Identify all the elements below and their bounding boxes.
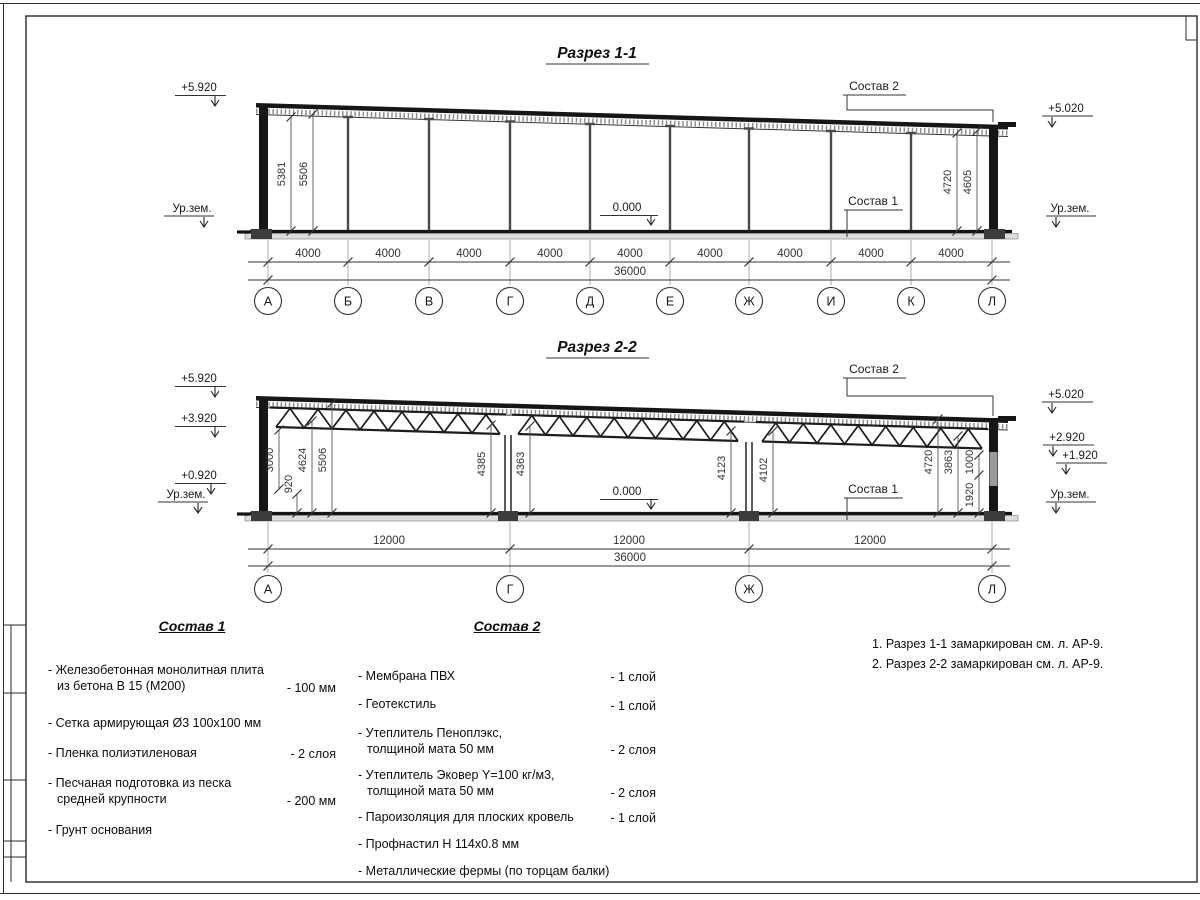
svg-text:4102: 4102 xyxy=(758,457,770,483)
dim-chain-s1 xyxy=(248,240,1010,285)
svg-text:А: А xyxy=(263,294,273,309)
list-item: - Песчаная подготовка из песка средней крупности - 200 мм xyxy=(48,776,336,808)
elev-ground-left-2: Ур.зем. xyxy=(166,489,206,501)
svg-text:Б: Б xyxy=(343,294,353,309)
list-item: - Грунт основания xyxy=(48,822,153,837)
wall-insert xyxy=(990,452,998,486)
svg-text:4000: 4000 xyxy=(617,248,643,260)
dim-4605: 4605 xyxy=(962,169,974,195)
total-dim-s1: 36000 xyxy=(614,266,646,278)
svg-text:4123: 4123 xyxy=(716,455,728,481)
svg-text:4000: 4000 xyxy=(375,248,401,260)
svg-text:В: В xyxy=(424,294,434,309)
section-2-title: Разрез 2-2 xyxy=(557,339,637,356)
svg-text:4000: 4000 xyxy=(537,248,563,260)
svg-text:1920: 1920 xyxy=(964,482,976,508)
list-item: - Утеплитель Эковер Y=100 кг/м3, толщиной мата 50 мм - 2 слоя xyxy=(358,768,656,800)
sostav-1-list xyxy=(48,618,336,838)
svg-text:12000: 12000 xyxy=(373,535,405,547)
zero-level-mark-2 xyxy=(600,486,658,509)
elev-ground-right: Ур.зем. xyxy=(1050,203,1090,215)
svg-text:+1.920: +1.920 xyxy=(1062,450,1098,462)
list-item: - Пароизоляция для плоских кровель - 1 слой xyxy=(358,809,656,825)
svg-text:+5.020: +5.020 xyxy=(1048,389,1084,401)
floor-slab xyxy=(245,234,1018,240)
svg-text:4000: 4000 xyxy=(938,248,964,260)
svg-text:Е: Е xyxy=(665,294,675,309)
svg-text:4000: 4000 xyxy=(697,248,723,260)
svg-text:Состав 2: Состав 2 xyxy=(849,79,899,93)
zero-level-mark xyxy=(600,202,658,225)
sostav-2-list xyxy=(358,618,656,879)
dim-5506: 5506 xyxy=(298,161,310,187)
svg-text:5506: 5506 xyxy=(317,447,329,473)
svg-text:Г: Г xyxy=(506,582,514,597)
svg-text:0.000: 0.000 xyxy=(612,202,642,214)
svg-text:3000: 3000 xyxy=(264,447,276,473)
list-item: - Сетка армирующая Ø3 100х100 мм xyxy=(48,715,262,730)
end-column-right xyxy=(989,127,998,233)
svg-text:Состав 1: Состав 1 xyxy=(848,194,898,208)
svg-text:0.000: 0.000 xyxy=(612,486,642,498)
svg-text:+2.920: +2.920 xyxy=(1049,432,1085,444)
svg-text:И: И xyxy=(826,294,836,309)
roof-edge-2 xyxy=(998,416,1016,421)
dim-5381: 5381 xyxy=(276,161,288,187)
section-1-title: Разрез 1-1 xyxy=(557,45,637,62)
sostav-1-heading: Состав 1 xyxy=(158,618,226,634)
elev-5920: +5.920 xyxy=(181,82,217,94)
svg-text:Л: Л xyxy=(987,294,997,309)
svg-text:4000: 4000 xyxy=(295,248,321,260)
svg-text:Ж: Ж xyxy=(743,294,755,309)
svg-text:12000: 12000 xyxy=(854,535,886,547)
callout-sostav2-s1 xyxy=(843,79,993,122)
end-column-left xyxy=(259,106,268,233)
svg-text:Г: Г xyxy=(506,294,514,309)
notes-block xyxy=(872,634,1103,674)
elev-ground-left: Ур.зем. xyxy=(172,203,212,215)
svg-text:4385: 4385 xyxy=(476,451,488,477)
callout-sostav2-s2 xyxy=(843,362,993,416)
list-item: - Профнастил Н 114х0.8 мм xyxy=(358,836,520,851)
sostav-2-heading: Состав 2 xyxy=(473,618,541,634)
svg-text:Состав 1: Состав 1 xyxy=(848,482,898,496)
frame-stamp-boxes xyxy=(4,625,27,882)
list-item: - Пленка полиэтиленовая - 2 слоя xyxy=(48,745,336,761)
frame-corner-box xyxy=(1186,16,1197,40)
svg-text:920: 920 xyxy=(283,474,295,494)
axis-bubbles-s1 xyxy=(255,288,1006,315)
svg-text:Д: Д xyxy=(585,294,595,309)
svg-text:+5.920: +5.920 xyxy=(181,373,217,385)
total-dim-s2: 36000 xyxy=(614,552,646,564)
svg-text:Л: Л xyxy=(987,582,997,597)
svg-text:А: А xyxy=(263,582,273,597)
svg-text:+3.920: +3.920 xyxy=(181,413,217,425)
svg-text:4624: 4624 xyxy=(297,447,309,473)
elev-ground-right-2: Ур.зем. xyxy=(1050,489,1090,501)
svg-text:12000: 12000 xyxy=(613,535,645,547)
section-1-1 xyxy=(164,45,1096,315)
elev-5020: +5.020 xyxy=(1048,103,1084,115)
svg-text:Состав 2: Состав 2 xyxy=(849,362,899,376)
interior-columns-2 xyxy=(505,435,752,520)
svg-text:4000: 4000 xyxy=(777,248,803,260)
svg-text:4363: 4363 xyxy=(515,451,527,477)
floor-slab-2 xyxy=(245,516,1018,522)
section-2-2 xyxy=(158,339,1107,603)
svg-text:3863: 3863 xyxy=(943,449,955,475)
list-item: - Мембрана ПВХ - 1 слой xyxy=(358,669,656,685)
dim-4720: 4720 xyxy=(942,169,954,195)
note-line: 1. Разрез 1-1 замаркирован см. л. АР-9. xyxy=(872,637,1104,651)
dim-chain-s2 xyxy=(248,522,1010,573)
svg-text:К: К xyxy=(907,294,915,309)
list-item: - Утеплитель Пеноплэкс, толщиной мата 50 мм - 2 слоя xyxy=(358,725,656,757)
svg-text:4000: 4000 xyxy=(456,248,482,260)
svg-text:+0.920: +0.920 xyxy=(181,470,217,482)
svg-text:4720: 4720 xyxy=(923,449,935,475)
svg-text:1000: 1000 xyxy=(964,449,976,475)
svg-text:Ж: Ж xyxy=(743,582,755,597)
list-item: - Металлические фермы (по торцам балки) xyxy=(358,864,610,878)
list-item: - Геотекстиль - 1 слой xyxy=(358,697,656,713)
svg-text:4000: 4000 xyxy=(858,248,884,260)
axis-bubbles-s2 xyxy=(255,576,1006,603)
roof-edge xyxy=(998,122,1016,127)
list-item: - Железобетонная монолитная плита из бетона В 15 (М200) - 100 мм xyxy=(48,663,336,695)
note-line: 2. Разрез 2-2 замаркирован см. л. АР-9. xyxy=(872,657,1104,671)
